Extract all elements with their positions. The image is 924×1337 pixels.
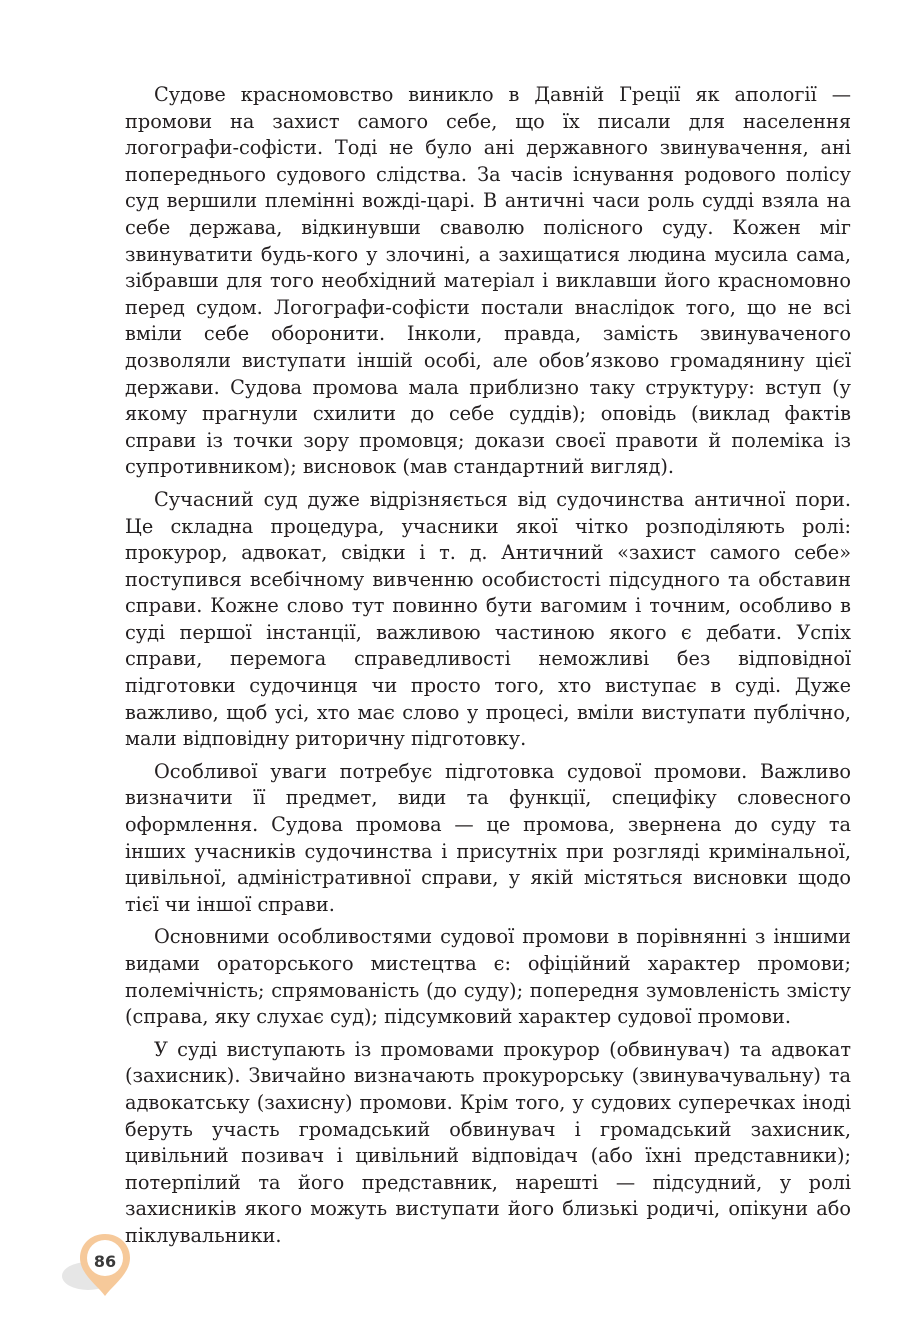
page-number: 86 xyxy=(93,1252,117,1271)
paragraph-speech-features: Основними особливостями судової промови в порівнянні з іншими видами ораторського мистецтва є: офіційний характер промови; полемічність; спрямованість (до суду); попередня зумовленість змісту (справа, яку слухає суд); підсумковий характер судової промови. xyxy=(125,925,851,1029)
paragraph-court-speakers: У суді виступають із промовами прокурор (обвинувач) та адвокат (захисник). Звичайно визначають прокурорську (звинувачувальну) та адвокатську (захисну) промови. Крім того, у судових суперечках іноді беруть участь громадський обвинувач і громадський захисник, цивільний позивач і цивільний відповідач (або їхні представники); потерпілий та його представник, нарешті — підсудний, у ролі захисників якого можуть виступати його близькі родичі, опікуни або піклувальники. xyxy=(125,1037,851,1247)
paragraph-modern-court: Сучасний суд дуже відрізняється від судочинства античної пори. Це складна процедура, учасники якої чітко розподіляють ролі: прокурор, адвокат, свідки і т. д. Античний «захист самого себе» поступився всебічному вивченню особистості підсудного та обставин справи. Кожне слово тут повинно бути вагомим і точним, особливо в суді першої інстанції, важливою частиною якого є дебати. Успіх справи, перемога справедливості неможливі без відповідної підготовки судочинця чи просто того, хто виступає в суді. Дуже важливо, щоб усі, хто має слово у процесі, вміли виступати публічно, мали відповідну риторичну підготовку. xyxy=(125,487,851,751)
paragraph-origins-of-judicial-eloquence: Судове красномовство виникло в Давній Греції як апології — промови на захист самого себе, що їх писали для населення логографи-софісти. Тоді не було ані державного звинувачення, ані попереднього судового слідства. За часів існування родового полісу суд вершили племінні вожді-царі. В античні часи роль судді взяла на себе держава, відкинувши сваволю полісного суду. Кожен міг звинуватити будь-кого у злочині, а захищатися людина мусила сама, зібравши для того необхідний матеріал і виклавши його красномовно перед судом. Логографи-софісти постали внаслідок того, що не всі вміли себе оборонити. Інколи, правда, замість звинуваченого дозволяли виступати іншій особі, але обов’язково громадянину цієї держави. Судова промова мала приблизно таку структуру: вступ (у якому прагнули схилити до себе суддів); оповідь (виклад фактів справи із точки зору промовця; докази своєї правоти й полеміка із супротивником); висновок (мав стандартний вигляд). xyxy=(125,83,851,479)
body-text xyxy=(125,82,851,1256)
page-number-marker xyxy=(62,1230,142,1300)
paragraph-speech-preparation: Особливої уваги потребує підготовка судової промови. Важливо визначити її предмет, види та функції, специфіку словесного оформлення. Судова промова — це промова, звернена до суду та інших учасників судочинства і присутніх при розгляді кримінальної, цивільної, адміністративної справи, у якій містяться висновки щодо тієї чи іншої справи. xyxy=(125,759,851,916)
